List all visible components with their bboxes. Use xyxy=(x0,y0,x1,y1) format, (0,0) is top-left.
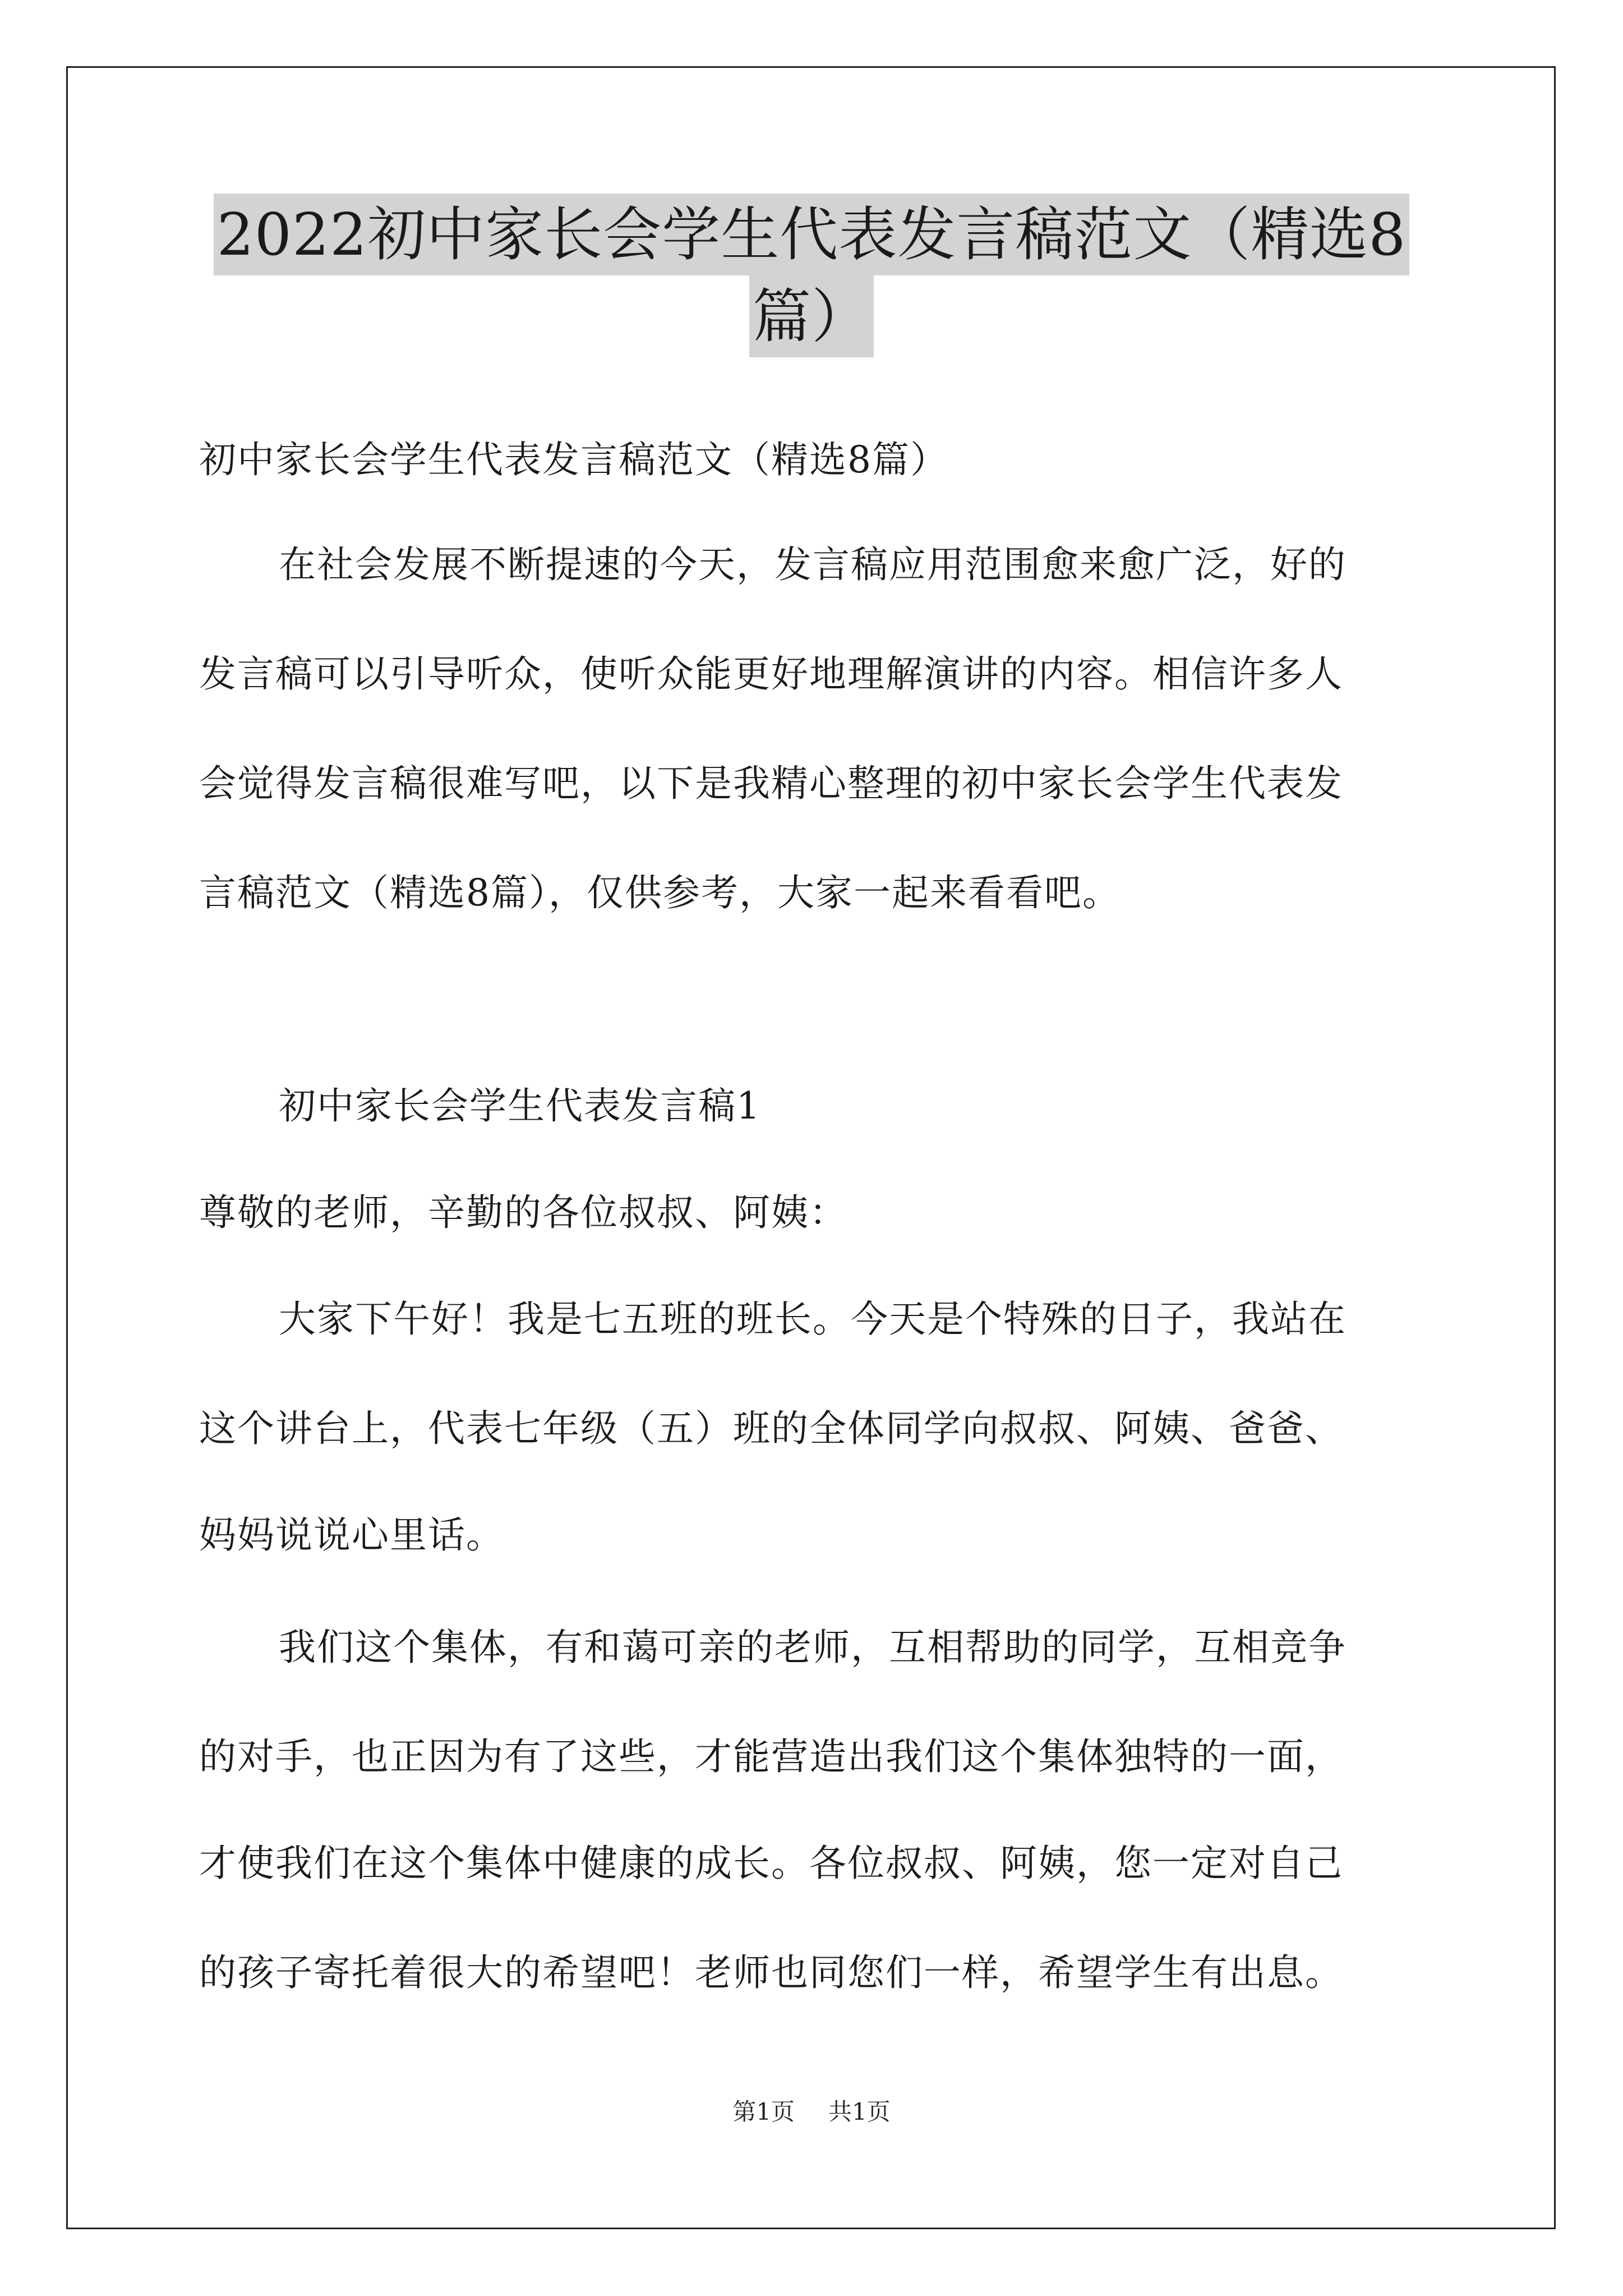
paragraph-line: 发言稿可以引导听众，使听众能更好地理解演讲的内容。相信许多人 xyxy=(199,652,1343,696)
paragraph-line: 大家下午好！我是七五班的班长。今天是个特殊的日子，我站在 xyxy=(279,1297,1347,1341)
page-footer xyxy=(0,2095,1623,2129)
paragraph-line: 才使我们在这个集体中健康的成长。各位叔叔、阿姨，您一定对自己 xyxy=(199,1842,1343,1885)
salutation-line: 尊敬的老师，辛勤的各位叔叔、阿姨： xyxy=(199,1191,847,1234)
page-total: 共1页 xyxy=(828,2098,891,2125)
page-border xyxy=(66,66,1556,2229)
paragraph-line: 的孩子寄托着很大的希望吧！老师也同您们一样，希望学生有出息。 xyxy=(199,1951,1343,1994)
paragraph-line: 会觉得发言稿很难写吧，以下是我精心整理的初中家长会学生代表发 xyxy=(199,762,1343,805)
section-heading: 初中家长会学生代表发言稿1 xyxy=(279,1084,761,1128)
title-line-1: 2022初中家长会学生代表发言稿范文（精选8 xyxy=(214,194,1410,275)
page-number: 第1页 xyxy=(732,2098,795,2125)
paragraph-line: 妈妈说说心里话。 xyxy=(199,1513,504,1557)
paragraph-line: 我们这个集体，有和蔼可亲的老师，互相帮助的同学，互相竞争 xyxy=(279,1626,1347,1669)
subtitle-line: 初中家长会学生代表发言稿范文（精选8篇） xyxy=(199,438,948,481)
paragraph-line: 这个讲台上，代表七年级（五）班的全体同学向叔叔、阿姨、爸爸、 xyxy=(199,1407,1343,1450)
paragraph-line: 言稿范文（精选8篇），仅供参考，大家一起来看看吧。 xyxy=(199,871,1121,914)
paragraph-line: 的对手，也正因为有了这些，才能营造出我们这个集体独特的一面， xyxy=(199,1735,1343,1778)
document-title xyxy=(0,194,1623,357)
paragraph-line: 在社会发展不断提速的今天，发言稿应用范围愈来愈广泛，好的 xyxy=(279,543,1347,586)
title-line-2: 篇） xyxy=(749,275,874,357)
